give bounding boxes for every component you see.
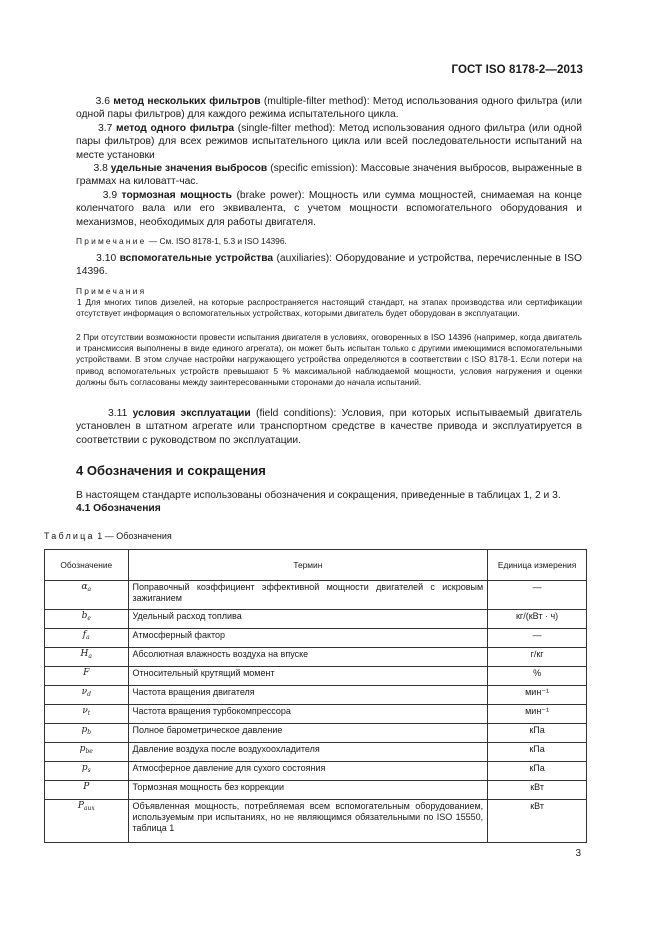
note-3-9: Примечание — См. ISO 8178-1, 5.3 и ISO 14396. [76,236,287,246]
symbol-cell: $\alpha_a$ [45,581,129,610]
clause-3-7: 3.7 метод одного фильтра (single-filter method): Метод использования одного фильтра (или одной пары фильтров) для всех режимов испытательного цикла или всей последовательности испытаний на месте установки [76,123,582,161]
unit-cell: кПа [488,724,587,743]
clause-3-9: 3.9 тормозная мощность (brake power): Мощность или сумма мощностей, снимаемая на конце коленчатого вала или его эквивалента, с учетом мощности вспомогательного оборудования и механизмов, необходимых для работы двигателя. [76,190,582,228]
section-4-intro: В настоящем стандарте использованы обозначения и сокращения, приведенные в таблицах 1, 2 и 3. [76,490,561,501]
symbol-cell: $p_{be}$ [45,743,129,762]
term-cell: Частота вращения турбокомпрессора [128,705,488,724]
symbol-cell: F [45,667,129,686]
term-cell: Объявленная мощность, потребляемая всем вспомогательным оборудованием, используемым при испытаниях, но не являющимся обязательными по ISO 15550, таблица 1 [128,800,488,843]
clause-term: тормозная мощность [121,190,232,201]
table-row [45,705,587,724]
table-row [45,762,587,781]
unit-cell: кВт [488,781,587,800]
unit-cell: мин⁻¹ [488,705,587,724]
term-cell: Полное барометрическое давление [128,724,488,743]
symbol-cell: $p_b$ [45,724,129,743]
unit-cell: мин⁻¹ [488,686,587,705]
symbol-cell: $f_a$ [45,629,129,648]
term-cell: Атмосферное давление для сухого состояния [128,762,488,781]
symbol-cell: $H_a$ [45,648,129,667]
table-row [45,610,587,629]
table-row [45,800,587,843]
section-4-heading: 4 Обозначения и сокращения [76,463,266,478]
unit-cell: кПа [488,743,587,762]
symbol-cell: $b_e$ [45,610,129,629]
term-cell: Частота вращения двигателя [128,686,488,705]
symbol-cell: $\nu_t$ [45,705,129,724]
unit-cell: г/кг [488,648,587,667]
clause-term: метод нескольких фильтров [113,96,261,107]
clause-3-11: 3.11 условия эксплуатации (field conditions): Условия, при которых испытываемый двигатель установлен в штатном агрегате или транспортном средстве в качестве привода и эксплуатируется в соответствии с руководством по эксплуатации. [76,408,582,446]
table-row [45,781,587,800]
unit-cell: кВт [488,800,587,843]
symbol-cell: P [45,781,129,800]
term-cell: Поправочный коэффициент эффективной мощности двигателей с искровым зажиганием [128,581,488,610]
symbol-cell: $\nu_d$ [45,686,129,705]
table-caption: Таблица 1 — Обозначения [44,531,172,541]
table-row [45,648,587,667]
unit-cell: — [488,629,587,648]
document-header: ГОСТ ISO 8178-2—2013 [451,64,583,76]
term-cell: Давление воздуха после воздухоохладителя [128,743,488,762]
clause-term: условия эксплуатации [132,408,251,419]
header-unit: Единица измерения [488,550,587,581]
note-2: 2 При отсутствии возможности провести испытания двигателя в условиях, оговоренных в ISO 14396 (например, когда двигатель и трансмиссия выполнены в виде единого агрегата), он может быть испытан только с другими имеющимися вспомогательными устройствами. В этом случае настройки нагружающего устройства определяются в соответствии с ISO 8178-1. Если потери на привод вспомогательных устройств превышают 5 % максимальной наблюдаемой мощности, условия нагружения и оценки должны быть согласованы между заинтересованными сторонами до начала испытаний. [76,332,582,387]
term-cell: Тормозная мощность без коррекции [128,781,488,800]
term-cell: Атмосферный фактор [128,629,488,648]
unit-cell: — [488,581,587,610]
term-cell: Относительный крутящий момент [128,667,488,686]
clause-term: вспомогательные устройства [119,253,274,264]
symbol-cell: $p_s$ [45,762,129,781]
term-cell: Удельный расход топлива [128,610,488,629]
table-row [45,724,587,743]
page-number: 3 [575,848,581,859]
table-row [45,581,587,610]
clause-term: метод одного фильтра [115,123,235,134]
table-header-row [45,550,587,581]
note-1: 1 Для многих типов дизелей, на которые распространяется настоящий стандарт, на этапах производства или сертификации отсутствует информация о вспомогательных устройствах, которыми двигатель будет оборудован в эксплуатации. [76,297,582,319]
clause-term: удельные значения выбросов [110,163,268,174]
symbol-cell: $P_{aux}$ [45,800,129,843]
clause-3-6: 3.6 метод нескольких фильтров (multiple-filter method): Метод использования одного фильтра (или одной пары фильтров) для каждого режима испытательного цикла. [76,96,582,121]
header-term: Термин [128,550,488,581]
table-row [45,629,587,648]
clause-3-8: 3.8 удельные значения выбросов (specific emission): Массовые значения выбросов, выраженные в граммах на киловатт-час. [76,163,582,188]
header-symbol: Обозначение [45,550,129,581]
clause-3-10: 3.10 вспомогательные устройства (auxiliaries): Оборудование и устройства, перечисленные в ISO 14396. [76,253,582,278]
table-row [45,686,587,705]
symbols-table [44,549,587,843]
unit-cell: кПа [488,762,587,781]
notes-label: Примечания [76,286,147,296]
unit-cell: % [488,667,587,686]
table-row [45,743,587,762]
unit-cell: кг/(кВт · ч) [488,610,587,629]
table-row [45,667,587,686]
subsection-4-1-heading: 4.1 Обозначения [76,503,161,514]
term-cell: Абсолютная влажность воздуха на впуске [128,648,488,667]
